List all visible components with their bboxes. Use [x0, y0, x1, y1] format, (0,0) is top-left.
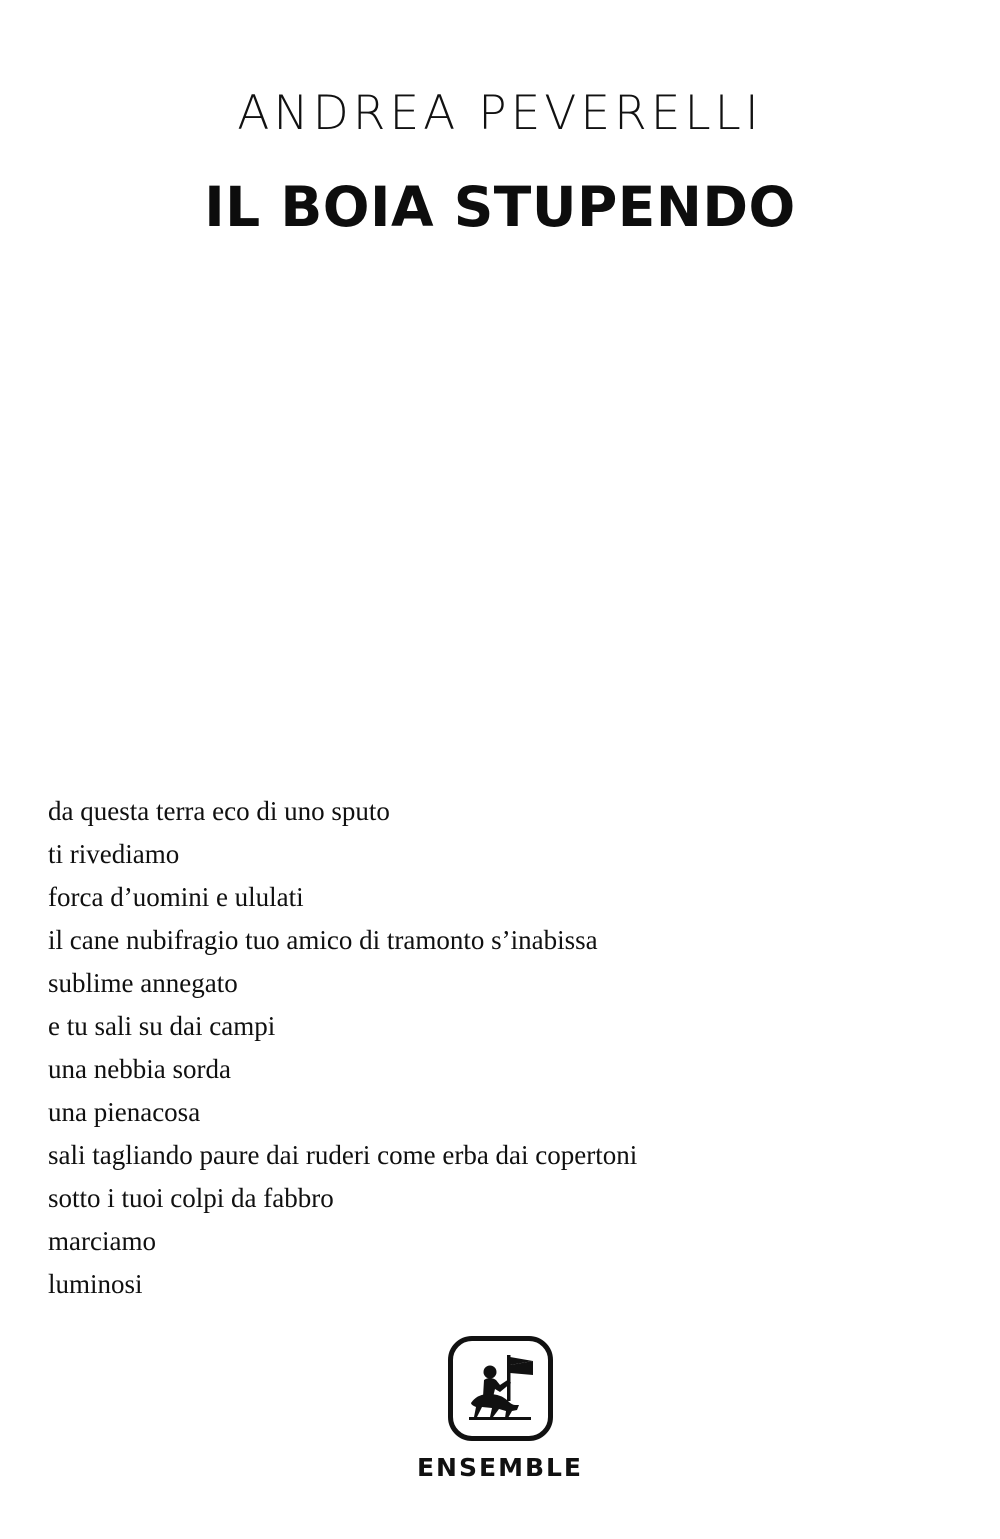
book-author: ANDREA PEVERELLI: [237, 86, 763, 141]
publisher-logo-block: [0, 1336, 1000, 1482]
ensemble-rider-logo-icon: [448, 1336, 553, 1441]
poem-body: [48, 790, 948, 1306]
poem-line: sublime annegato: [48, 968, 238, 998]
poem-line: sotto i tuoi colpi da fabbro: [48, 1183, 334, 1213]
poem-line: da questa terra eco di uno sputo: [48, 796, 390, 826]
poem-line: luminosi: [48, 1269, 143, 1299]
poem-line: il cane nubifragio tuo amico di tramonto s’inabissa: [48, 925, 598, 955]
poem-line: sali tagliando paure dai ruderi come erba dai copertoni: [48, 1140, 638, 1170]
poem-line: ti rivediamo: [48, 839, 180, 869]
book-title: IL BOIA STUPENDO: [204, 175, 796, 239]
publisher-name: ENSEMBLE: [416, 1453, 584, 1482]
poem-line: una nebbia sorda: [48, 1054, 231, 1084]
poem-line: una pienacosa: [48, 1097, 201, 1127]
poem-line: marciamo: [48, 1226, 156, 1256]
poem-line: e tu sali su dai campi: [48, 1011, 276, 1041]
poem-line: forca d’uomini e ululati: [48, 882, 304, 912]
